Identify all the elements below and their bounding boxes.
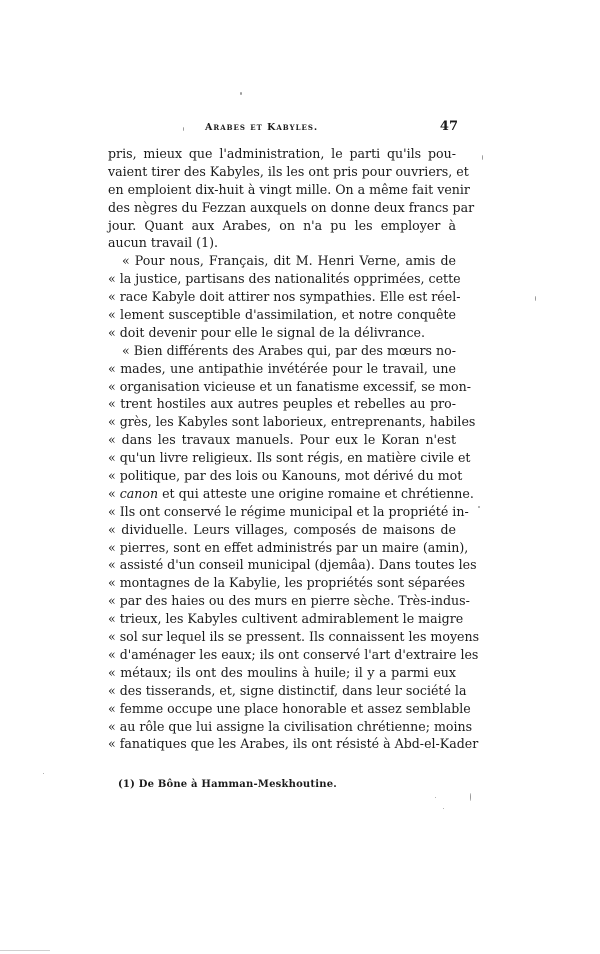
- text-line: « fanatiques que les Arabes, ils ont résisté à Abd-el-Kader: [108, 736, 479, 752]
- page-number: 47: [439, 119, 458, 134]
- text-line: jour. Quant aux Arabes, on n'a pu les employer à: [108, 217, 456, 233]
- running-head: [110, 119, 460, 138]
- scan-edge-rule: [0, 950, 50, 951]
- scan-speck: [443, 808, 444, 809]
- text-line: « qu'un livre religieux. Ils sont régis, en matière civile et: [108, 450, 471, 466]
- text-line: « assisté d'un conseil municipal (djemâa). Dans toutes les: [108, 557, 477, 573]
- text-line: « organisation vicieuse et un fanatisme excessif, se mon-: [108, 378, 472, 394]
- text-line: « par des haies ou des murs en pierre sèche. Très-indus-: [108, 593, 470, 609]
- body-text: [108, 145, 480, 753]
- text-line: aucun travail (1).: [108, 235, 219, 251]
- text-line: « canon et qui atteste une origine romaine et chrétienne.: [108, 485, 474, 501]
- text-line: « dans les travaux manuels. Pour eux le Koran n'est: [108, 432, 456, 448]
- text-line: « grès, les Kabyles sont laborieux, entreprenants, habiles: [108, 414, 476, 430]
- text-line: « dividuelle. Leurs villages, composés de maisons de: [108, 521, 456, 537]
- text-line: « montagnes de la Kabylie, les propriétés sont séparées: [108, 575, 465, 591]
- scan-speck: [435, 797, 436, 798]
- scan-speck: [470, 793, 471, 801]
- text-line: « des tisserands, et, signe distinctif, dans leur société la: [108, 682, 467, 698]
- text-line: « métaux; ils ont des moulins à huile; il y a parmi eux: [108, 664, 456, 680]
- text-line: en emploient dix-huit à vingt mille. On a même fait venir: [108, 181, 470, 197]
- text-line: « femme occupe une place honorable et assez semblable: [108, 700, 471, 716]
- text-line: « sol sur lequel ils se pressent. Ils connaissent les moyens: [108, 629, 480, 645]
- text-line: « Ils ont conservé le régime municipal et la propriété in-: [108, 503, 469, 519]
- scan-speck: [240, 92, 242, 95]
- footnote: (1) De Bône à Hamman-Meskhoutine.: [118, 779, 337, 790]
- text-line: « mades, une antipathie invétérée pour le travail, une: [108, 360, 456, 376]
- text-line: pris, mieux que l'administration, le parti qu'ils pou-: [108, 146, 456, 161]
- text-line: « Pour nous, Français, dit M. Henri Verne, amis de: [122, 253, 456, 269]
- text-line: « la justice, partisans des nationalités opprimées, cette: [108, 271, 461, 287]
- scan-speck: [482, 155, 483, 160]
- text-line: « trent hostiles aux autres peuples et rebelles au pro-: [108, 396, 456, 412]
- scan-speck: [535, 296, 536, 301]
- text-line: « Bien différents des Arabes qui, par des mœurs no-: [122, 342, 456, 358]
- text-line: vaient tirer des Kabyles, ils les ont pris pour ouvriers, et: [108, 163, 469, 179]
- text-line: « race Kabyle doit attirer nos sympathies. Elle est réel-: [108, 289, 461, 305]
- text-line: « trieux, les Kabyles cultivent admirablement le maigre: [108, 611, 464, 627]
- text-line: des nègres du Fezzan auxquels on donne deux francs par: [108, 199, 475, 215]
- text-line: « politique, par des lois ou Kanouns, mot dérivé du mot: [108, 468, 463, 484]
- text-line: « d'aménager les eaux; ils ont conservé l'art d'extraire les: [108, 646, 479, 662]
- scan-speck: [43, 773, 44, 774]
- text-line: « lement susceptible d'assimilation, et notre conquête: [108, 307, 456, 323]
- scan-speck: [478, 506, 480, 508]
- running-title: Arabes et Kabyles.: [205, 122, 319, 133]
- italic-word: canon: [119, 485, 159, 501]
- text-line: « doit devenir pour elle le signal de la délivrance.: [108, 324, 426, 340]
- scan-speck: [183, 127, 184, 131]
- text-line: « pierres, sont en effet administrés par un maire (amin),: [108, 539, 469, 555]
- text-line: « au rôle que lui assigne la civilisation chrétienne; moins: [108, 718, 473, 734]
